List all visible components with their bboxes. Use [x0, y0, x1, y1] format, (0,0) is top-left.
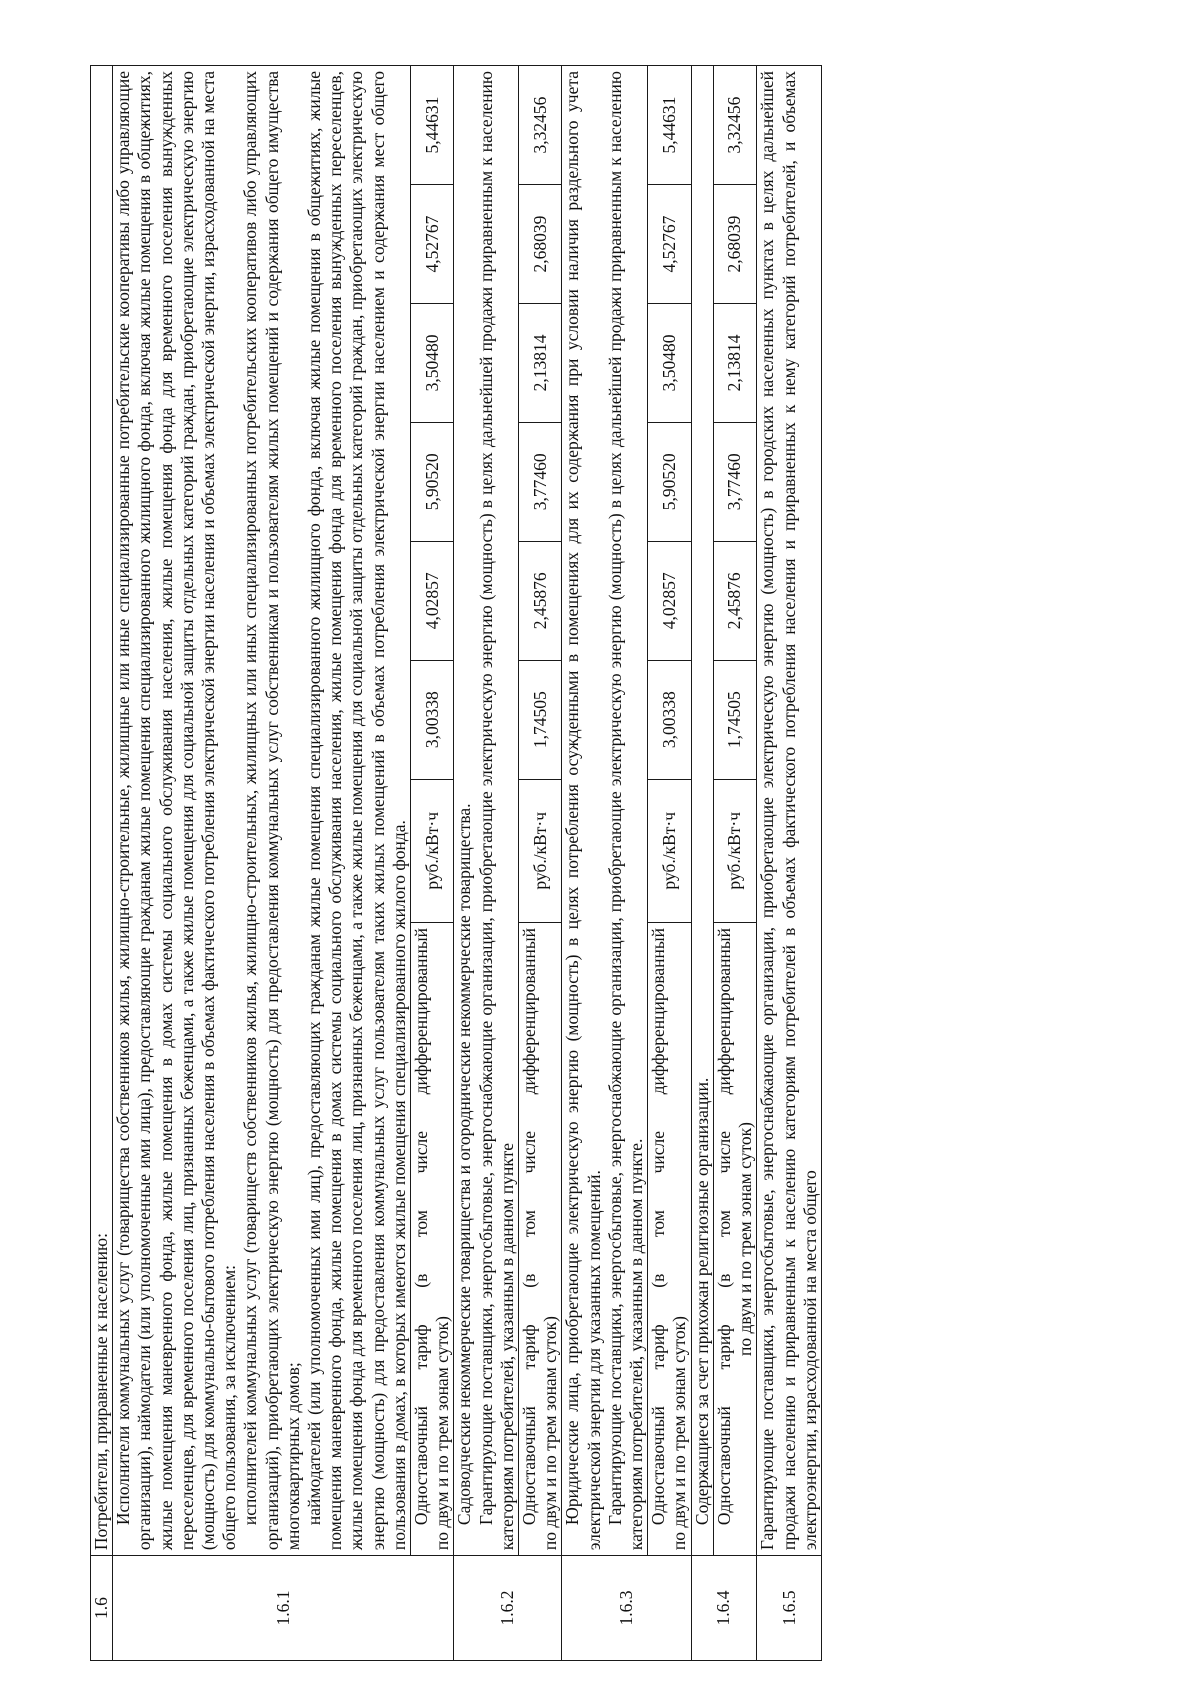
tariff-value: 3,50480 [648, 303, 691, 422]
tariff-value: 3,50480 [411, 303, 454, 422]
tariff-value: 3,32456 [713, 66, 756, 185]
description-paragraph: Содержащиеся за счет прихожан религиозные организации. [691, 1077, 712, 1526]
row-description [757, 66, 822, 1556]
description-paragraph: Садоводческие некоммерческие товарищества и огороднические некоммерческие товарищества. [454, 803, 475, 1526]
tariff-value: 4,02857 [648, 541, 691, 660]
tariff-name [519, 923, 562, 1556]
description-paragraph: исполнителей коммунальных услуг (товариществ собственников жилья, жилищно-строительных, жилищных или иных специализированных потребительских кооперативов либо управляющих организаций), приобретающих электрическую энергию (мощность) для предоставления коммунальных услуг собственникам и пользователям жилых помещений и содержания общего имущества многоквартирных домов; [240, 71, 303, 1551]
description-paragraph: Гарантирующие поставщики, энергосбытовые, энергоснабжающие организации, приобретающие электрическую энергию (мощность) в городских населенных пунктах в целях дальнейшей продажи населению и приравненным к населению категориям потребителей в объемах фактического потребления населения и приравненных к нему категорий потребителей, и объемах электроэнергии, израсходованной на места общего [757, 71, 820, 1551]
tariff-name [411, 923, 454, 1556]
description-paragraph: Исполнители коммунальных услуг (товарищества собственников жилья, жилищно-строительные, жилищные или иные специализированные потребительские кооперативы либо управляющие организации), наймодатели (или уполномоченные ими лица), предоставляющие гражданам жилые помещения специализированного жилищного фонда, включая жилые помещения в общежитиях, жилые помещения маневренного фонда, жилые помещения в домах системы социального обслуживания населения, жилые помещения фонда для временного поселения вынужденных переселенцев, для временного поселения лиц, признанных беженцами, а также жилые помещения для социальной защиты отдельных категорий граждан, приобретающие электрическую энергию (мощность) для коммунально-бытового потребления населения в объемах фактического потребления электрической энергии населения и объемах электрической энергии, израсходованной на места общего пользования, за исключением: [113, 71, 240, 1551]
tariff-value: 5,90520 [411, 422, 454, 541]
row-number: 1.6.4 [691, 1556, 757, 1661]
tariff-unit: руб./кВт·ч [648, 779, 691, 922]
tariff-value: 2,45876 [519, 541, 562, 660]
table-row-1-6-3-tariff [648, 66, 691, 1661]
tariff-name-line1: Одноставочный тариф (в том числе дифференцированный [713, 928, 734, 1526]
tariff-unit: руб./кВт·ч [519, 779, 562, 922]
table-row-1-6-5-text [757, 66, 822, 1661]
tariff-value: 1,74505 [713, 660, 756, 779]
section-number: 1.6 [91, 1556, 113, 1661]
table-row-1-6-1-text [113, 66, 411, 1661]
tariff-value: 2,13814 [519, 303, 562, 422]
tariff-name [648, 923, 691, 1556]
tariff-value: 3,00338 [411, 660, 454, 779]
table-row-1-6-4-text [691, 66, 713, 1661]
row-number: 1.6.5 [757, 1556, 822, 1661]
tariff-value: 3,77460 [713, 422, 756, 541]
row-description [562, 66, 648, 1556]
row-description [691, 66, 713, 1556]
tariff-value: 5,44631 [411, 66, 454, 185]
tariff-value: 4,52767 [411, 185, 454, 304]
section-title: Потребители, приравненные к населению: [91, 66, 113, 1556]
tariff-value: 3,00338 [648, 660, 691, 779]
table-row-1-6-3-text [562, 66, 648, 1661]
tariff-name [713, 923, 756, 1556]
description-paragraph: Гарантирующие поставщики, энергосбытовые, энергоснабжающие организации, приобретающие электрическую энергию (мощность) в целях дальнейшей продажи приравненным к населению категориям потребителей, указанным в данном пункте [475, 71, 517, 1551]
tariff-value: 4,02857 [411, 541, 454, 660]
table-row-1-6-2-text [454, 66, 519, 1661]
tariff-value: 1,74505 [519, 660, 562, 779]
description-paragraph: Юридические лица, приобретающие электрическую энергию (мощность) в целях потребления осужденными в помещениях для их содержания при условии наличия раздельного учета электрической энергии для указанных помещений. [562, 71, 604, 1551]
tariff-name-line1: Одноставочный тариф (в том числе дифференцированный [411, 928, 432, 1526]
tariff-value: 2,45876 [713, 541, 756, 660]
row-description [454, 66, 519, 1556]
description-paragraph: Гарантирующие поставщики, энергосбытовые, энергоснабжающие организации, приобретающие электрическую энергию (мощность) в целях дальнейшей продажи приравненным к населению категориям потребителей, указанным в данном пункте. [604, 71, 647, 1551]
table-row-1-6-1-tariff [411, 66, 454, 1661]
tariff-value: 5,44631 [648, 66, 691, 185]
tariff-table [90, 65, 822, 1661]
tariff-name-line1: Одноставочный тариф (в том числе дифференцированный [519, 928, 540, 1526]
tariff-value: 4,52767 [648, 185, 691, 304]
table-row-1-6-2-tariff [519, 66, 562, 1661]
section-header-row [91, 66, 113, 1661]
rotated-tariff-sheet [90, 65, 1002, 1661]
tariff-value: 5,90520 [648, 422, 691, 541]
tariff-value: 3,77460 [519, 422, 562, 541]
description-paragraph: наймодателей (или уполномоченных ими лиц), предоставляющих гражданам жилые помещения специализированного жилищного фонда, включая жилые помещения в общежитиях, жилые помещения маневренного фонда, жилые помещения в домах системы социального обслуживания населения, жилые помещения фонда для временного поселения вынужденных переселенцев, жилые помещения фонда для временного поселения лиц, признанных беженцами, а также жилые помещения для социальной защиты отдельных категорий граждан, приобретающих электрическую энергию (мощность) для предоставления коммунальных услуг пользователям таких жилых помещений в объемах потребления электрической энергии населением и содержания мест общего пользования в домах, в которых имеются жилые помещения специализированного жилого фонда. [304, 71, 409, 1551]
row-description [113, 66, 411, 1556]
tariff-value: 3,32456 [519, 66, 562, 185]
row-number: 1.6.2 [454, 1556, 562, 1661]
tariff-unit: руб./кВт·ч [713, 779, 756, 922]
tariff-unit: руб./кВт·ч [411, 779, 454, 922]
tariff-value: 2,13814 [713, 303, 756, 422]
tariff-name-line2: по двум и по трем зонам суток) [540, 1316, 561, 1551]
tariff-name-line2: по двум и по трем зонам суток) [735, 1122, 756, 1357]
row-number: 1.6.1 [113, 1556, 454, 1661]
tariff-value: 2,68039 [519, 185, 562, 304]
tariff-name-line2: по двум и по трем зонам суток) [669, 1316, 690, 1551]
tariff-name-line1: Одноставочный тариф (в том числе дифференцированный [648, 928, 669, 1526]
row-number: 1.6.3 [562, 1556, 691, 1661]
tariff-name-line2: по двум и по трем зонам суток) [432, 1316, 453, 1551]
tariff-value: 2,68039 [713, 185, 756, 304]
table-row-1-6-4-tariff [713, 66, 756, 1661]
